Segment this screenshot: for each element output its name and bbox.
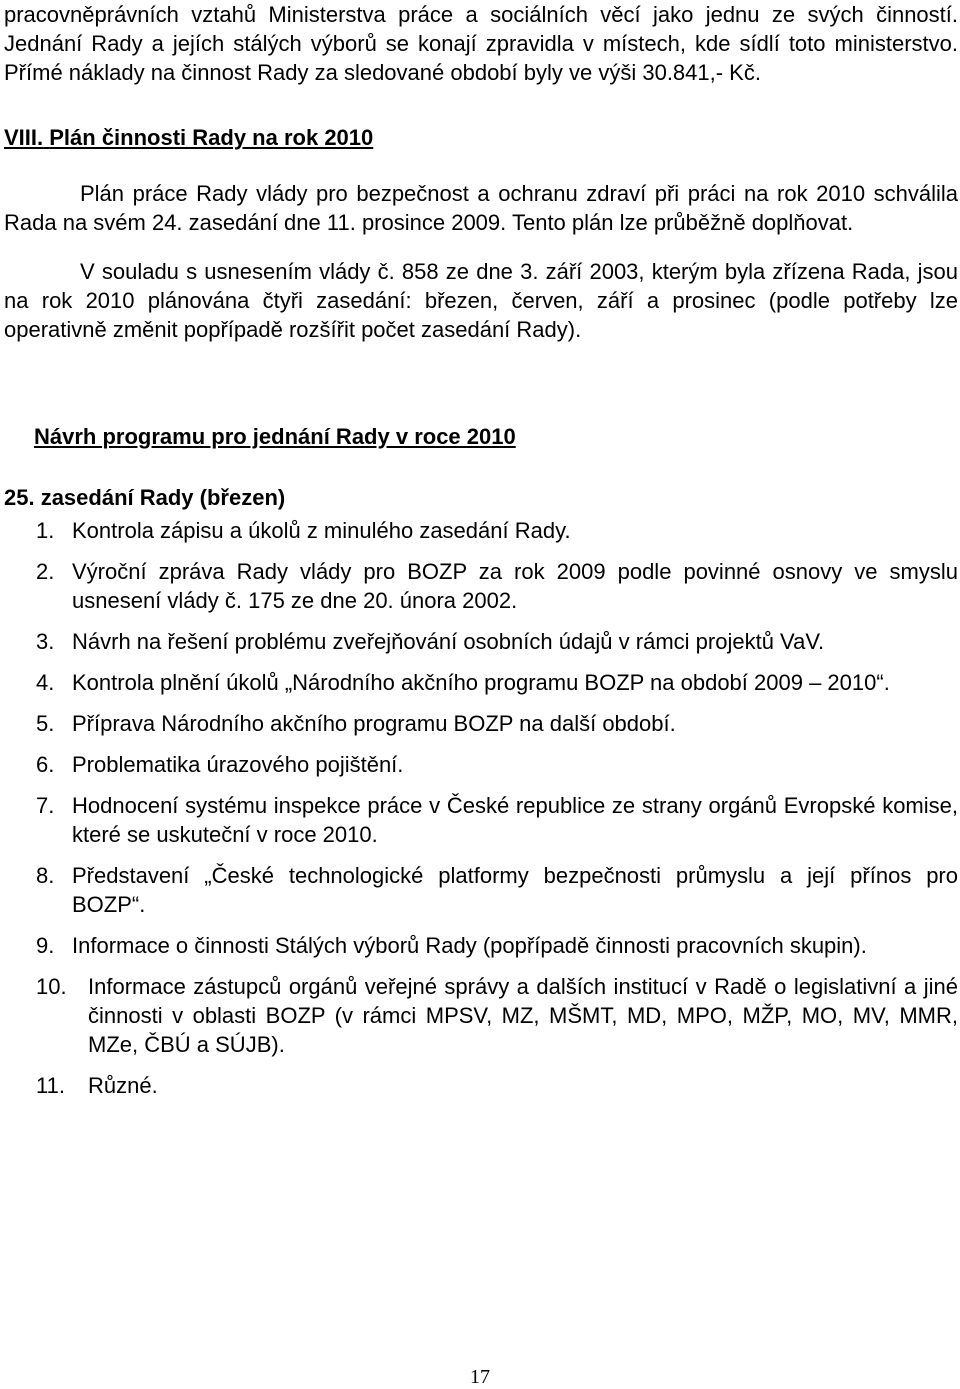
agenda-item: [4, 972, 958, 1059]
section-heading: [4, 123, 958, 152]
page-number: 17: [470, 1366, 490, 1388]
agenda-item-number: 10.: [36, 974, 67, 999]
agenda-item-text: Problematika úrazového pojištění.: [72, 752, 404, 777]
agenda-item-number: 1.: [36, 518, 55, 543]
agenda-item-number: 3.: [36, 629, 55, 654]
agenda-item-text: Informace o činnosti Stálých výborů Rady (popřípadě činnosti pracovních skupin).: [72, 933, 867, 958]
section-title: Plán činnosti Rady na rok 2010: [49, 125, 374, 150]
agenda-item: [4, 861, 958, 919]
intro-paragraph: pracovněprávních vztahů Ministerstva práce a sociálních věcí jako jednu ze svých činností. Jednání Rady a jejích stálých výborů se konají zpravidla v místech, kde sídlí toto ministerstvo. Přímé náklady na činnost Rady za sledované období byly ve výši 30.841,- Kč.: [4, 2, 958, 85]
agenda-item-text: Představení „České technologické platformy bezpečnosti průmyslu a její přínos pro BOZP“.: [72, 863, 958, 917]
agenda-item-text: Různé.: [88, 1073, 158, 1098]
agenda-item-number: 2.: [36, 559, 55, 584]
section-paragraph-2: V souladu s usnesením vlády č. 858 ze dne 3. září 2003, kterým byla zřízena Rada, jsou na rok 2010 plánována čtyři zasedání: březen, červen, září a prosinec (podle potřeby lze operativně změnit popřípadě rozšířit počet zasedání Rady).: [4, 259, 958, 342]
agenda-item-number: 9.: [36, 933, 55, 958]
program-title: Návrh programu pro jednání Rady v roce 2010: [34, 424, 516, 449]
agenda-item: [4, 516, 958, 545]
agenda-item-number: 7.: [36, 793, 55, 818]
agenda-item: [4, 557, 958, 615]
agenda-item: [4, 931, 958, 960]
agenda-item-number: 6.: [36, 752, 55, 777]
agenda-item-text: Hodnocení systému inspekce práce v České republice ze strany orgánů Evropské komise, které se uskuteční v roce 2010.: [72, 793, 958, 847]
section-paragraph-1: Plán práce Rady vlády pro bezpečnost a ochranu zdraví při práci na rok 2010 schválila Rada na svém 24. zasedání dne 11. prosince 2009. Tento plán lze průběžně doplňovat.: [4, 181, 958, 235]
agenda-item-text: Výroční zpráva Rady vlády pro BOZP za rok 2009 podle povinné osnovy ve smyslu usnesení vlády č. 175 ze dne 20. února 2002.: [72, 559, 958, 613]
agenda-item-text: Kontrola zápisu a úkolů z minulého zasedání Rady.: [72, 518, 571, 543]
section-number: VIII.: [4, 125, 44, 150]
agenda-item: [4, 791, 958, 849]
agenda-item-text: Návrh na řešení problému zveřejňování osobních údajů v rámci projektů VaV.: [72, 629, 825, 654]
agenda-item: [4, 750, 958, 779]
agenda-item-text: Příprava Národního akčního programu BOZP na další období.: [72, 711, 676, 736]
agenda-item-text: Informace zástupců orgánů veřejné správy a dalších institucí v Radě o legislativní a jiné činnosti v oblasti BOZP (v rámci MPSV, MZ, MŠMT, MD, MPO, MŽP, MO, MV, MMR, MZe, ČBÚ a SÚJB).: [88, 974, 958, 1057]
session-title: 25. zasedání Rady (březen): [4, 485, 286, 510]
agenda-item: [4, 668, 958, 697]
agenda-item-number: 4.: [36, 670, 55, 695]
agenda-item: [4, 1071, 958, 1100]
agenda-list: [4, 516, 958, 1100]
agenda-item-number: 5.: [36, 711, 55, 736]
document-page: [4, 0, 958, 1112]
agenda-item-text: Kontrola plnění úkolů „Národního akčního programu BOZP na období 2009 – 2010“.: [72, 670, 890, 695]
agenda-item: [4, 709, 958, 738]
agenda-item: [4, 627, 958, 656]
agenda-item-number: 11.: [36, 1073, 65, 1098]
agenda-item-number: 8.: [36, 863, 55, 888]
